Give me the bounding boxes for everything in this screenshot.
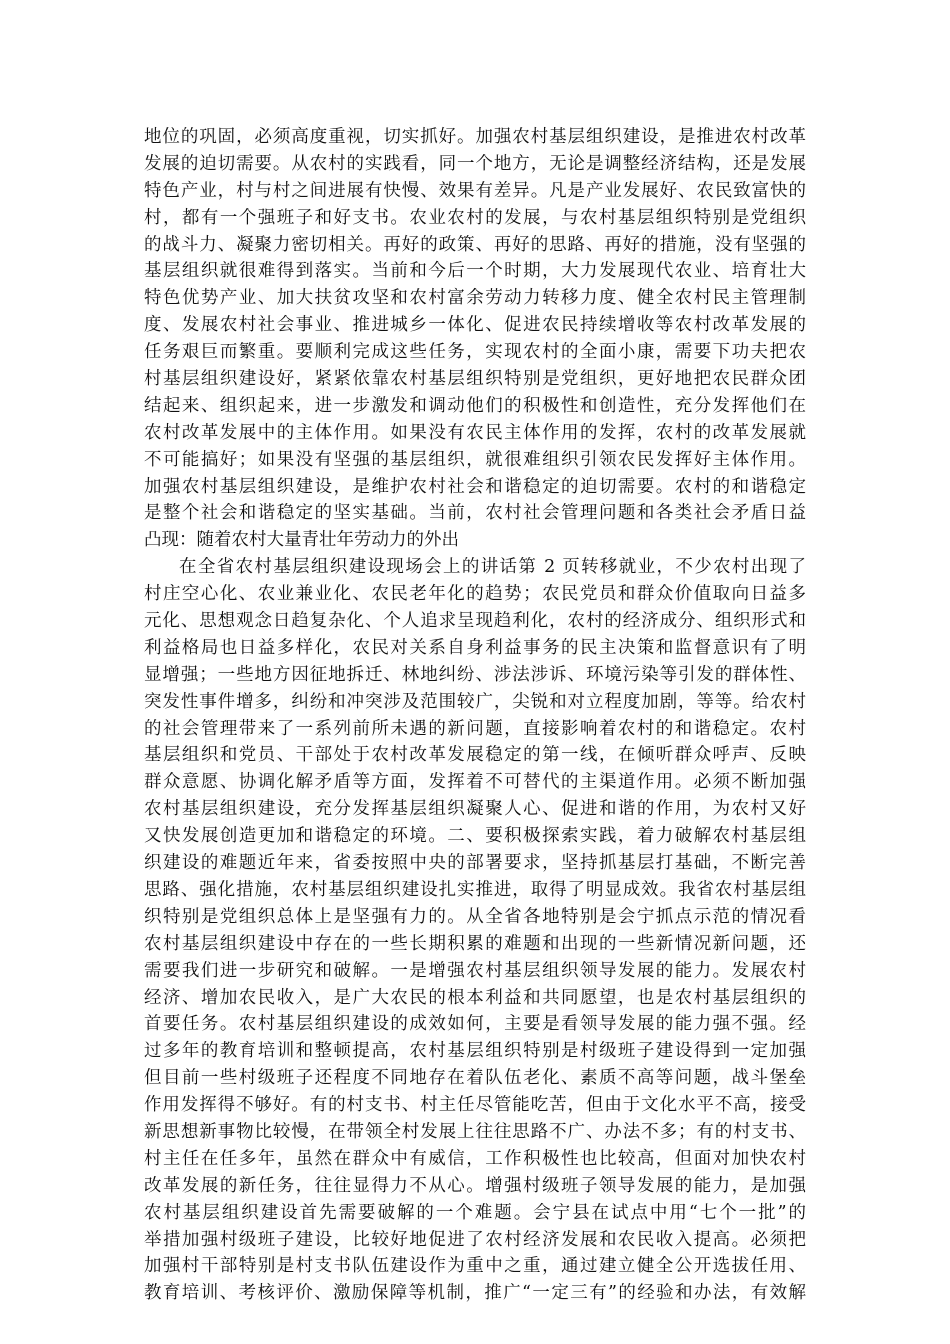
text-line: 元化、思想观念日趋复杂化、个人追求呈现趋利化，农村的经济成分、组织形式和 <box>144 611 806 632</box>
text-line: 村庄空心化、农业兼业化、农民老年化的趋势；农民党员和群众价值取向日益多 <box>144 584 806 605</box>
text-line: 改革发展的新任务，往往显得力不从心。增强村级班子领导发展的能力，是加强 <box>144 1175 806 1196</box>
text-line: 突发性事件增多，纠纷和冲突涉及范围较广，尖锐和对立程度加剧，等等。给农村 <box>144 691 806 712</box>
text-line: 农村基层组织建设，充分发挥基层组织凝聚人心、促进和谐的作用，为农村又好 <box>144 799 806 820</box>
text-line: 任务艰巨而繁重。要顺利完成这些任务，实现农村的全面小康，需要下功夫把农 <box>144 342 806 363</box>
text-line: 地位的巩固，必须高度重视，切实抓好。加强农村基层组织建设，是推进农村改革 <box>144 127 806 147</box>
text-line: 度、发展农村社会事业、推进城乡一体化、促进农民持续增收等农村改革发展的 <box>144 315 806 336</box>
text-line: 经济、增加农民收入，是广大农民的根本利益和共同愿望，也是农村基层组织的 <box>144 987 806 1008</box>
text-line: 的社会管理带来了一系列前所未遇的新问题，直接影响着农村的和谐稳定。农村 <box>144 718 806 739</box>
text-line: 作用发挥得不够好。有的村支书、村主任尽管能吃苦，但由于文化水平不高，接受 <box>144 1095 806 1116</box>
text-line: 织特别是党组织总体上是坚强有力的。从全省各地特别是会宁抓点示范的情况看 <box>144 906 806 927</box>
text-line: 基层组织和党员、干部处于农村改革发展稳定的第一线，在倾听群众呼声、反映 <box>144 745 806 766</box>
paragraph <box>144 124 806 554</box>
text-line: 基层组织就很难得到落实。当前和今后一个时期，大力发展现代农业、培育壮大 <box>144 261 806 282</box>
text-line: 是整个社会和谐稳定的坚实基础。当前，农村社会管理问题和各类社会矛盾日益 <box>144 503 806 524</box>
text-line: 又快发展创造更加和谐稳定的环境。二、要积极探索实践，着力破解农村基层组 <box>144 826 806 847</box>
text-line: 农村改革发展中的主体作用。如果没有农民主体作用的发挥，农村的改革发展就 <box>144 422 806 443</box>
paragraph <box>144 554 806 1307</box>
text-line: 思路、强化措施，农村基层组织建设扎实推进，取得了明显成效。我省农村基层组 <box>144 879 806 900</box>
text-line: 群众意愿、协调化解矛盾等方面，发挥着不可替代的主渠道作用。必须不断加强 <box>144 772 806 793</box>
text-line: 加强村干部特别是村支书队伍建设作为重中之重，通过建立健全公开选拔任用、 <box>144 1256 806 1277</box>
text-line: 教育培训、考核评价、激励保障等机制，推广“一定三有”的经验和办法，有效解 <box>144 1283 806 1304</box>
text-line: 利益格局也日益多样化，农民对关系自身利益事务的民主决策和监督意识有了明 <box>144 637 806 658</box>
text-line: 发展的迫切需要。从农村的实践看，同一个地方，无论是调整经济结构，还是发展 <box>144 153 806 174</box>
text-line: 农村基层组织建设中存在的一些长期积累的难题和出现的一些新情况新问题，还 <box>144 933 806 954</box>
text-line: 过多年的教育培训和整顿提高，农村基层组织特别是村级班子建设得到一定加强 <box>144 1041 806 1062</box>
text-line: 特色优势产业、加大扶贫攻坚和农村富余劳动力转移力度、健全农村民主管理制 <box>144 288 806 309</box>
text-line: 加强农村基层组织建设，是维护农村社会和谐稳定的迫切需要。农村的和谐稳定 <box>144 476 806 497</box>
text-line: 凸现：随着农村大量青壮年劳动力的外出 <box>144 530 459 551</box>
text-line: 农村基层组织建设首先需要破解的一个难题。会宁县在试点中用“七个一批”的 <box>144 1202 806 1223</box>
text-line: 举措加强村级班子建设，比较好地促进了农村经济发展和农民收入提高。必须把 <box>144 1229 806 1250</box>
text-line: 村，都有一个强班子和好支书。农业农村的发展，与农村基层组织特别是党组织 <box>144 207 806 228</box>
text-line: 织建设的难题近年来，省委按照中央的部署要求，坚持抓基层打基础，不断完善 <box>144 853 806 874</box>
text-line: 的战斗力、凝聚力密切相关。再好的政策、再好的思路、再好的措施，没有坚强的 <box>144 234 806 255</box>
body-text <box>144 124 806 1307</box>
text-line: 不可能搞好；如果没有坚强的基层组织，就很难组织引领农民发挥好主体作用。 <box>144 449 806 470</box>
text-line: 结起来、组织起来，进一步激发和调动他们的积极性和创造性，充分发挥他们在 <box>144 395 806 416</box>
text-line: 首要任务。农村基层组织建设的成效如何，主要是看领导发展的能力强不强。经 <box>144 1014 806 1035</box>
text-line: 显增强；一些地方因征地拆迁、林地纠纷、涉法涉诉、环境污染等引发的群体性、 <box>144 664 806 685</box>
text-line: 新思想新事物比较慢，在带领全村发展上往往思路不广、办法不多；有的村支书、 <box>144 1121 806 1142</box>
text-line: 村基层组织建设好，紧紧依靠农村基层组织特别是党组织，更好地把农民群众团 <box>144 369 806 390</box>
text-line: 需要我们进一步研究和破解。一是增强农村基层组织领导发展的能力。发展农村 <box>144 960 806 981</box>
text-line: 但目前一些村级班子还程度不同地存在着队伍老化、素质不高等问题，战斗堡垒 <box>144 1068 806 1089</box>
text-line: 特色产业，村与村之间进展有快慢、效果有差异。凡是产业发展好、农民致富快的 <box>144 180 806 201</box>
text-line: 在全省农村基层组织建设现场会上的讲话第 2 页转移就业，不少农村出现了 <box>179 557 806 578</box>
text-line: 村主任在任多年，虽然在群众中有威信，工作积极性也比较高，但面对加快农村 <box>144 1148 806 1169</box>
